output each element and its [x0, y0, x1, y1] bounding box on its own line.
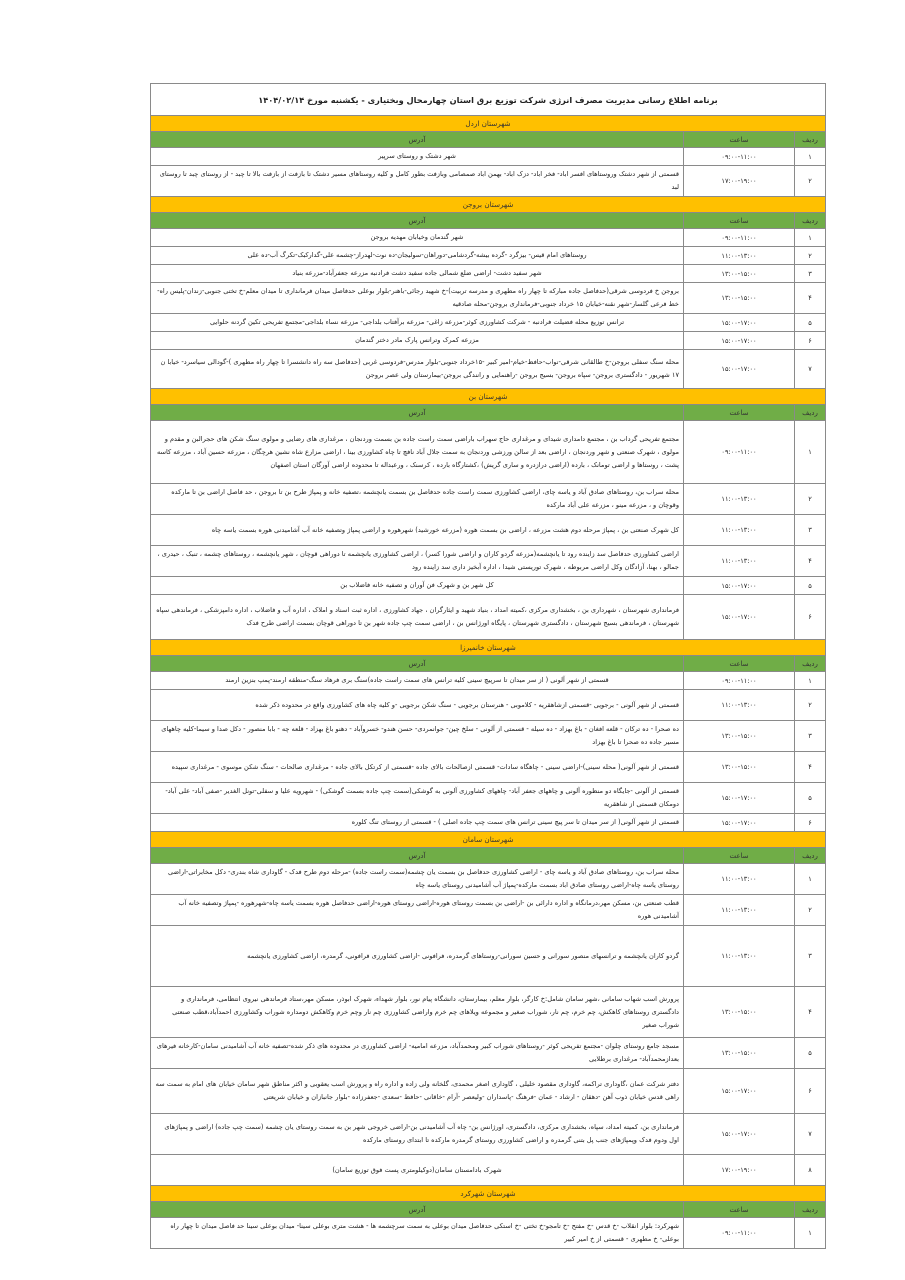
time-header: ساعت [683, 656, 794, 671]
time-cell: ۱۵:۰۰-۱۷:۰۰ [683, 1114, 794, 1154]
time-cell: ۱۵:۰۰-۱۷:۰۰ [683, 595, 794, 639]
time-cell: ۱۳:۰۰-۱۵:۰۰ [683, 1038, 794, 1068]
row-id-cell: ۷ [794, 350, 825, 388]
address-text: کل شهرک صنعتی بن ، پمپاژ مرحله دوم هشت مزرعه ، اراضی بن بسمت هوره (مزرعه خورشید) شهرهوره و اراضی پمپاژ وتصفیه خانه آب آشامیدنی هوره بسمت یاسه چاه [211, 525, 679, 534]
table-row [151, 515, 825, 546]
time-cell: ۱۱:۰۰-۱۳:۰۰ [683, 926, 794, 986]
row-id-cell: ۵ [794, 314, 825, 331]
county-header: شهرستان خانمیرزا [151, 640, 825, 656]
address-cell [151, 595, 683, 639]
time-cell: ۰۹:۰۰-۱۱:۰۰ [683, 1218, 794, 1248]
address-cell [151, 283, 683, 313]
time-cell: ۱۱:۰۰-۱۳:۰۰ [683, 484, 794, 514]
table-row [151, 672, 825, 690]
row-id-cell: ۱ [794, 864, 825, 894]
address-text: شهر دشتک و روستای سرپیر [378, 152, 456, 160]
column-header-row [151, 213, 825, 229]
row-id-cell: ۱ [794, 421, 825, 483]
address-cell [151, 484, 683, 514]
address-cell [151, 752, 683, 782]
address-cell [151, 895, 683, 925]
time-cell: ۰۹:۰۰-۱۱:۰۰ [683, 421, 794, 483]
address-cell [151, 265, 683, 282]
address-text: قطب صنعتی بن، مسکن مهر،درمانگاه و اداره دارائی بن -اراضی بن بسمت روستای هوره-اراضی روستای هوره-اراضی حدفاصل هوره بسمت یاسه چاه-شهرهوره -پمپاژ وتصفیه خانه آب آشامیدنی هوره [178, 899, 679, 920]
time-cell: ۱۷:۰۰-۱۹:۰۰ [683, 1155, 794, 1185]
table-row [151, 1155, 825, 1186]
row-id-cell: ۳ [794, 926, 825, 986]
time-cell: ۱۳:۰۰-۱۵:۰۰ [683, 752, 794, 782]
address-text: روستاهای امام قیس- بیزگرد -گرده بیشه-گردشامی-دوراهان-سولیجان-ده نوت-لهدراز-چشمه علی-گدارکبک-تکرگ آب-ده علی [247, 251, 587, 259]
table-row [151, 987, 825, 1038]
column-header-row [151, 405, 825, 421]
row-id-cell: ۵ [794, 1038, 825, 1068]
address-text: پرورش اسب شهاب سامانی ،شهر سامان شامل:خ کارگر، بلوار معلم، بیمارستان، دانشگاه پیام نور، بلوار شهداء، شهرک ابوذر، مسکن مهر،ستاد فرماندهی نیروی انتظامی، فرمانداری و دادگستری روستاهای کاهکش، چم خرم، چم نار، شوراب صغیر و مجموعه ویلاهای چم خرم واراضی کشاورزی چم نار وچم خرم وکاهکش دومداره شوراب وکشاورزی احمدآباد،قطب صنعتی شوراب صغیر [172, 994, 679, 1029]
address-cell [151, 421, 683, 483]
table-row [151, 265, 825, 283]
table-row [151, 484, 825, 515]
time-cell: ۱۵:۰۰-۱۷:۰۰ [683, 314, 794, 331]
row-id-cell: ۴ [794, 752, 825, 782]
address-cell [151, 247, 683, 264]
address-text: مجتمع تفریحی گرداب بن ، مجتمع دامداری شیدای و مرغداری حاج سهراب باراضی سمت راست جاده بن بسمت وردنجان ، مرغداری های رضایی و مولوی سنگ شکن های حجرالبن و مقدم و مولوی ، شهرک صنعتی و شهر وردنجان ، اراضی بعد از سالن ورزشی وردنجان به سمت جلال آباد نافچ تا چاه کشاورزی بینا ، اراضی مزارع شاه نشین هرچگان ، مزرعه حسین آباد ، مزرعه کاسه پشت ، روستاها و اراضی تومانک ، بارده (اراضی درازدره و ساری گریش) ،کشتارگاه بارده ، کرسنک ، ورعبداله تا محدوده اراضی آورگان استان اصفهان [156, 434, 679, 469]
address-cell [151, 783, 683, 813]
address-header: آدرس [408, 135, 426, 144]
column-header-row [151, 132, 825, 148]
row-id-cell: ۷ [794, 1114, 825, 1154]
address-cell [151, 1155, 683, 1185]
document-title: برنامه اطلاع رسانی مدیریت مصرف انرژی شرکت توزیع برق استان چهارمحال وبختیاری - یکشنبه مورخ ۱۴۰۴/۰۲/۱۴ [151, 84, 825, 116]
table-row [151, 690, 825, 721]
address-cell [151, 864, 683, 894]
address-text: کل شهر بن و شهرک فن آوران و تصفیه خانه فاضلاب بن [340, 581, 494, 589]
address-cell [151, 1218, 683, 1248]
row-id-cell: ۴ [794, 283, 825, 313]
address-text: بروجن خ فردوسی شرقی(حدفاصل جاده مبارکه تا چهار راه مطهری و مدرسه تربیت)-خ شهید رجائی-باهنر-بلوار بوعلی حدفاصل میدان فرمانداری تا میدان معلم-خ تختی جنوبی-زندان-پلیس راه-خط فرعی گلسار-شهر نقنه-خیابان ۱۵ خرداد جنوبی-فرمانداری بروجن-محله صادقیه [157, 287, 679, 308]
address-text: اراضی کشاورزی حدفاصل سد زاینده رود تا یانچشمه(مزرعه گردو کاران و اراضی شورا کسر) ، اراضی کشاورزی یانچشمه تا دوراهی قوچان ، شهر یانچشمه ، روستاهای چشمه ، تنبک ، حیدری ، جمالو ، بهنا، آزادگان وکل اراضی مربوطه ، شهرک توریستی شیدا ، اداره آبخیز داری سد زاینده رود [157, 550, 679, 571]
address-cell [151, 1114, 683, 1154]
table-row [151, 926, 825, 987]
table-row [151, 1218, 825, 1248]
row-id-cell: ۲ [794, 166, 825, 196]
time-header: ساعت [683, 132, 794, 147]
row-id-cell: ۶ [794, 595, 825, 639]
address-text: محله سراب بن، روستاهای صادق آباد و یاسه چای - اراضی کشاورزی حدفاصل بن بسمت یان چشمه(سمت راست جاده) -مرحله دوم طرح فدک - گاوداری شاه بندری- دکل مخابراتی-اراضی روستای یاسه چاه-اراضی روستای صادق اباد بسمت مارکده-پمپاژ آب آشامیدنی روستای یاسه چاه [167, 868, 679, 889]
row-id-cell: ۶ [794, 332, 825, 349]
time-header: ساعت [683, 405, 794, 420]
address-cell [151, 515, 683, 545]
time-cell: ۱۳:۰۰-۱۵:۰۰ [683, 283, 794, 313]
time-header: ساعت [683, 1202, 794, 1217]
row-id-header: ردیف [794, 213, 825, 228]
address-header: آدرس [408, 408, 426, 417]
address-cell [151, 814, 683, 831]
column-header-row [151, 656, 825, 672]
time-cell: ۱۵:۰۰-۱۷:۰۰ [683, 814, 794, 831]
row-id-cell: ۸ [794, 1155, 825, 1185]
column-header-row [151, 848, 825, 864]
row-id-cell: ۳ [794, 721, 825, 751]
row-id-cell: ۵ [794, 783, 825, 813]
table-row [151, 546, 825, 577]
address-text: مسجد جامع روستای چلوان -مجتمع تفریحی کوثر -روستاهای شوراب کبیر ومحمدآباد، مزرعه امامیه- اراضی کشاورزی در محدوده های ذکر شده-تصفیه خانه آب آشامیدنی سامان-کارخانه فیرهای بعدازمحمدآباد- مرغداری برطلایی [156, 1042, 679, 1063]
table-row [151, 595, 825, 640]
time-cell: ۰۹:۰۰-۱۱:۰۰ [683, 672, 794, 689]
address-cell [151, 148, 683, 165]
table-row [151, 1069, 825, 1114]
table-row [151, 332, 825, 350]
time-cell: ۰۹:۰۰-۱۱:۰۰ [683, 229, 794, 246]
time-cell: ۱۱:۰۰-۱۳:۰۰ [683, 515, 794, 545]
row-id-cell: ۱ [794, 1218, 825, 1248]
row-id-header: ردیف [794, 1202, 825, 1217]
row-id-cell: ۵ [794, 577, 825, 594]
row-id-cell: ۴ [794, 546, 825, 576]
time-cell: ۱۱:۰۰-۱۳:۰۰ [683, 864, 794, 894]
row-id-header: ردیف [794, 656, 825, 671]
address-text: محله سنگ سفلی بروجن-خ طالقانی شرقی-نواب-حافظ-خیام-امیر کبیر -۱۵خرداد جنوبی-بلوار مدرس-فردوسی غربی (حدفاصل سه راه دانشسرا تا چهار راه مطهری )-گودالی سیاسرد- خیابا ن ۱۷ شهریور - دادگستری بروجن- سپاه بروجن- بسیج بروجن -راهنمایی و رانندگی بروجن-بیمارستان ولی عصر بروجن [160, 358, 679, 379]
table-row [151, 229, 825, 247]
table-row [151, 864, 825, 895]
time-cell: ۱۱:۰۰-۱۳:۰۰ [683, 690, 794, 720]
row-id-cell: ۳ [794, 265, 825, 282]
time-cell: ۱۳:۰۰-۱۵:۰۰ [683, 721, 794, 751]
address-cell [151, 229, 683, 246]
address-text: قسمتی از شهر آلونی - برجویی -قسمتی ازشاهقریه - کلاموبی - هنرستان برجویی - سنگ شکن برجویی -و کلیه چاه های کشاورزی واقع در محدوده ذکر شده [255, 700, 679, 709]
row-id-header: ردیف [794, 405, 825, 420]
address-text: ده صحرا - ده ترکان - قلعه افغان - باغ بهزاد - ده سیله - قسمتی از آلونی - سلخ چین- جوانمردی- حسن هندو- خسروآباد - دهنو باغ بهزاد - قلعه چه - بابا منصور - دکل صدا و سیما-کلیه چاههای مسیر جاده ده صحرا تا باغ بهزاد [161, 725, 679, 746]
row-id-cell: ۱ [794, 148, 825, 165]
counties-container [151, 116, 825, 1248]
address-text: قسمتی از شهر آلونی ( از سر میدان تا سرپیچ سینی کلیه ترانس های سمت راست جاده)سنگ بری فرهاد سنگ-منطقه ارمند-پمپ بنزین ارمند [225, 676, 609, 684]
time-header: ساعت [683, 848, 794, 863]
row-id-header: ردیف [794, 848, 825, 863]
row-id-cell: ۴ [794, 987, 825, 1037]
county-header: شهرستان بن [151, 389, 825, 405]
address-cell [151, 332, 683, 349]
address-text: فرمانداری شهرستان ، شهرداری بن ، بخشداری مرکزی ،کمیته امداد ، بنیاد شهید و ایثارگران ، جهاد کشاورزی ، اداره ثبت اسناد و املاک ، اداره آب و فاضلاب ، اداره دامپزشکی ، فرماندهی سپاه شهرستان ، فرماندهی بسیج شهرستان ، دادگستری شهرستان ، پایگاه اورژانس بن ، اراضی سمت چپ جاده شهر بن تا دوراهی قوچان بسمت اراضی طرح فدک [156, 606, 679, 627]
column-header-row [151, 1202, 825, 1218]
address-cell [151, 166, 683, 196]
county-header: شهرستان بروجن [151, 197, 825, 213]
row-id-cell: ۲ [794, 895, 825, 925]
time-cell: ۰۹:۰۰-۱۱:۰۰ [683, 148, 794, 165]
time-cell: ۱۳:۰۰-۱۵:۰۰ [683, 265, 794, 282]
table-row [151, 577, 825, 595]
address-cell [151, 721, 683, 751]
address-text: شهرکرد: بلوار انقلاب -خ قدس -خ مفتح -خ تامجو-خ تختی -خ استکی حدفاصل میدان بوعلی به سمت سرچشمه ها - هشت متری بوعلی سینا- میدان بوعلی سینا حد فاصل میدان تا چهار راه بوعلی- خ مطهری - قسمتی از خ امیر کبیر [170, 1222, 679, 1243]
address-cell [151, 690, 683, 720]
address-cell [151, 577, 683, 594]
address-cell [151, 987, 683, 1037]
address-header: آدرس [408, 1205, 426, 1214]
row-id-cell: ۶ [794, 1069, 825, 1113]
address-text: قسمتی از شهر آلونی( محله سینی)-اراضی سینی - چاهگاه سادات- قسمتی ازصالحات بالای جاده -قسمتی از کرتکل بالای جاده - مرغداری صالحات - سنگ شکن موسوی - مرغداری سپیده [171, 762, 679, 771]
table-row [151, 1114, 825, 1155]
time-cell: ۱۵:۰۰-۱۷:۰۰ [683, 350, 794, 388]
table-row [151, 752, 825, 783]
table-row [151, 283, 825, 314]
address-cell [151, 926, 683, 986]
outage-schedule-table [150, 83, 826, 1249]
county-header: شهرستان اردل [151, 116, 825, 132]
address-text: گردو کاران یانچشمه و ترانسهای منصور سورانی و حسین سورانی-روستاهای گرمدره، فرافونی -اراضی کشاورزی فرافونی، گرمدره، اراضی کشاورزی یانچشمه [247, 951, 679, 960]
table-row [151, 814, 825, 832]
address-header: آدرس [408, 851, 426, 860]
table-row [151, 1038, 825, 1069]
time-cell: ۱۵:۰۰-۱۷:۰۰ [683, 577, 794, 594]
address-cell [151, 350, 683, 388]
table-row [151, 895, 825, 926]
row-id-cell: ۳ [794, 515, 825, 545]
address-text: محله سراب بن، روستاهای صادق آباد و یاسه چای، اراضی کشاورزی سمت راست جاده حدفاصل بن بسمت یانچشمه ،تصفیه خانه و پمپاژ طرح بن تا بروجن ، حد فاصل اراضی بن تا مارکده وقوچان و ، مزرعه مینو ، مزرعه علی آباد مارکده [171, 488, 679, 509]
time-cell: ۱۱:۰۰-۱۳:۰۰ [683, 546, 794, 576]
row-id-header: ردیف [794, 132, 825, 147]
table-row [151, 350, 825, 389]
address-cell [151, 672, 683, 689]
county-header: شهرستان سامان [151, 832, 825, 848]
table-row [151, 166, 825, 197]
address-text: شهرک بادامستان سامان(دوکیلومتری پست فوق توزیع سامان) [332, 1165, 502, 1174]
row-id-cell: ۲ [794, 247, 825, 264]
row-id-cell: ۲ [794, 484, 825, 514]
table-row [151, 421, 825, 484]
row-id-cell: ۱ [794, 229, 825, 246]
address-text: مزرعه کمرک وترانس پارک مادر دختر گندمان [355, 336, 479, 344]
row-id-cell: ۶ [794, 814, 825, 831]
time-cell: ۱۱:۰۰-۱۳:۰۰ [683, 247, 794, 264]
table-row [151, 783, 825, 814]
address-header: آدرس [408, 659, 426, 668]
time-cell: ۱۵:۰۰-۱۷:۰۰ [683, 1069, 794, 1113]
table-row [151, 314, 825, 332]
time-cell: ۱۵:۰۰-۱۷:۰۰ [683, 332, 794, 349]
address-cell [151, 1069, 683, 1113]
time-cell: ۱۱:۰۰-۱۳:۰۰ [683, 895, 794, 925]
address-text: قسمتی از آلونی -جایگاه دو منظوره آلونی و چاههای جعفر آباد- چاههای کشاورزی آلونی به گوشکی(سمت چپ جاده بسمت گوشکی) - شهرویه علیا و سفلی-تونل الغدیر -صفی آباد- علی آباد-دومکان قسمتی از شاهقریه [165, 787, 679, 808]
table-row [151, 721, 825, 752]
address-cell [151, 314, 683, 331]
address-header: آدرس [408, 216, 426, 225]
address-text: شهر سفید دشت- اراضی ضلع شمالی جاده سفید دشت فرادنبه مزرعه جعفرآباد-مزرعه بنیاد [292, 269, 542, 277]
address-text: فرمانداری بن، کمیته امداد، سپاه، بخشداری مرکزی، دادگستری، اورژانس بن- چاه آب آشامیدنی بن-اراضی خروجی شهر بن به سمت روستای یان چشمه (سمت چپ جاده) اراضی و پمپاژهای اول ودوم فدک وپمپاژهای جنب پل بتنی گرمدره و اراضی کشاورزی روستای گرمدره مارکده تا ابتدای روستای مارکده [164, 1123, 679, 1144]
time-cell: ۱۵:۰۰-۱۷:۰۰ [683, 783, 794, 813]
table-row [151, 247, 825, 265]
time-header: ساعت [683, 213, 794, 228]
time-cell: ۱۳:۰۰-۱۵:۰۰ [683, 987, 794, 1037]
address-text: دفتر شرکت عمان ،گاوداری تراکمه، گاوداری مقصود خلیلی ، گاوداری اصغر محمدی، گلخانه ولی زاده و اداره راه و پرورش اسب یعقوبی و اکثر مناطق شهر سامان خیابان های امام به سمت سه راهی قدس خیابان ذوب آهن -دهقان - ارشاد - عمان -فرهنگ -پاسداران -ولیعصر -آرام -خاقانی -حافظ -سعدی -جعفرزاده -بلوار جانبازان و خیابان شریعتی [155, 1080, 679, 1101]
county-header: شهرستان شهرکرد [151, 1186, 825, 1202]
address-text: شهر گندمان وخیابان مهدیه بروجن [370, 233, 464, 241]
row-id-cell: ۲ [794, 690, 825, 720]
address-text: ترانس توزیع محله فضیلت فرادنبه - شرکت کشاورزی کوثر-مزرعه زاغی- مزرعه برآفتاب بلداجی- مزرعه نساء بلداجی-مجتمع تفریحی تکین گردنه حلوایی [209, 318, 625, 326]
row-id-cell: ۱ [794, 672, 825, 689]
time-cell: ۱۷:۰۰-۱۹:۰۰ [683, 166, 794, 196]
address-cell [151, 546, 683, 576]
address-cell [151, 1038, 683, 1068]
address-text: قسمتی از شهر آلونی( از سر میدان تا سر پیچ سینی ترانس های سمت چپ جاده اصلی ) - قسمتی از روستای تنگ کلوره [351, 818, 679, 826]
address-text: قسمتی از شهر دشتک وروستاهای افسر اباد- فخر اباد- دزک اباد- بهمن اباد صمصامی وبازفت بطور کامل و کلیه روستاهای مسیر دشتک تا بازفت از بازفت بالا تا چبد - از روستای چبد تا روستای لبد [159, 170, 679, 191]
table-row [151, 148, 825, 166]
